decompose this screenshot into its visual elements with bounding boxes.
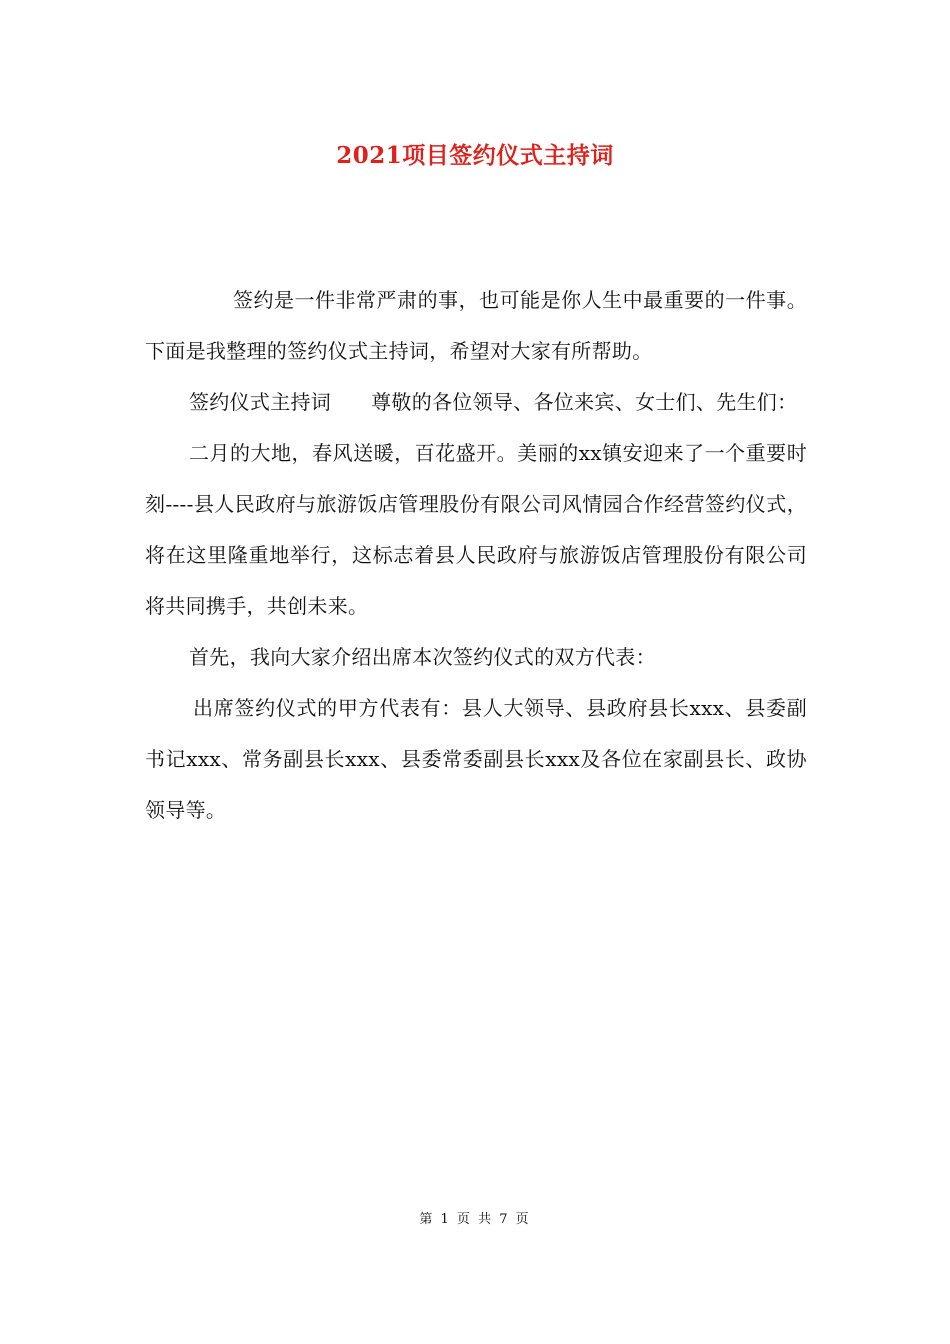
intro-paragraph: 签约是一件非常严肃的事，也可能是你人生中最重要的一件事。下面是我整理的签约仪式主持词，希望对大家有所帮助。 — [145, 288, 807, 363]
document-body — [145, 275, 807, 836]
document-title: 2021项目签约仪式主持词 — [336, 142, 614, 169]
party-a-paragraph: 出席签约仪式的甲方代表有：县人大领导、县政府县长xxx、县委副书记xxx、常务副县长xxx、县委常委副县长xxx及各位在家副县长、政协领导等。 — [145, 696, 807, 822]
speech-heading: 签约仪式主持词 — [189, 390, 332, 414]
introduction-paragraph: 首先，我向大家介绍出席本次签约仪式的双方代表： — [189, 645, 656, 669]
opening-paragraph: 二月的大地，春风送暖，百花盛开。美丽的xx镇安迎来了一个重要时刻----县人民政府与旅游饭店管理股份有限公司风情园合作经营签约仪式，将在这里隆重地举行，这标志着县人民政府与旅游饭店管理股份有限公司将共同携手，共创未来。 — [145, 441, 807, 618]
page-number: 第 1 页 共 7 页 — [419, 1212, 531, 1227]
greeting-paragraph — [145, 377, 807, 428]
greeting-text: 尊敬的各位领导、各位来宾、女士们、先生们： — [371, 390, 798, 414]
